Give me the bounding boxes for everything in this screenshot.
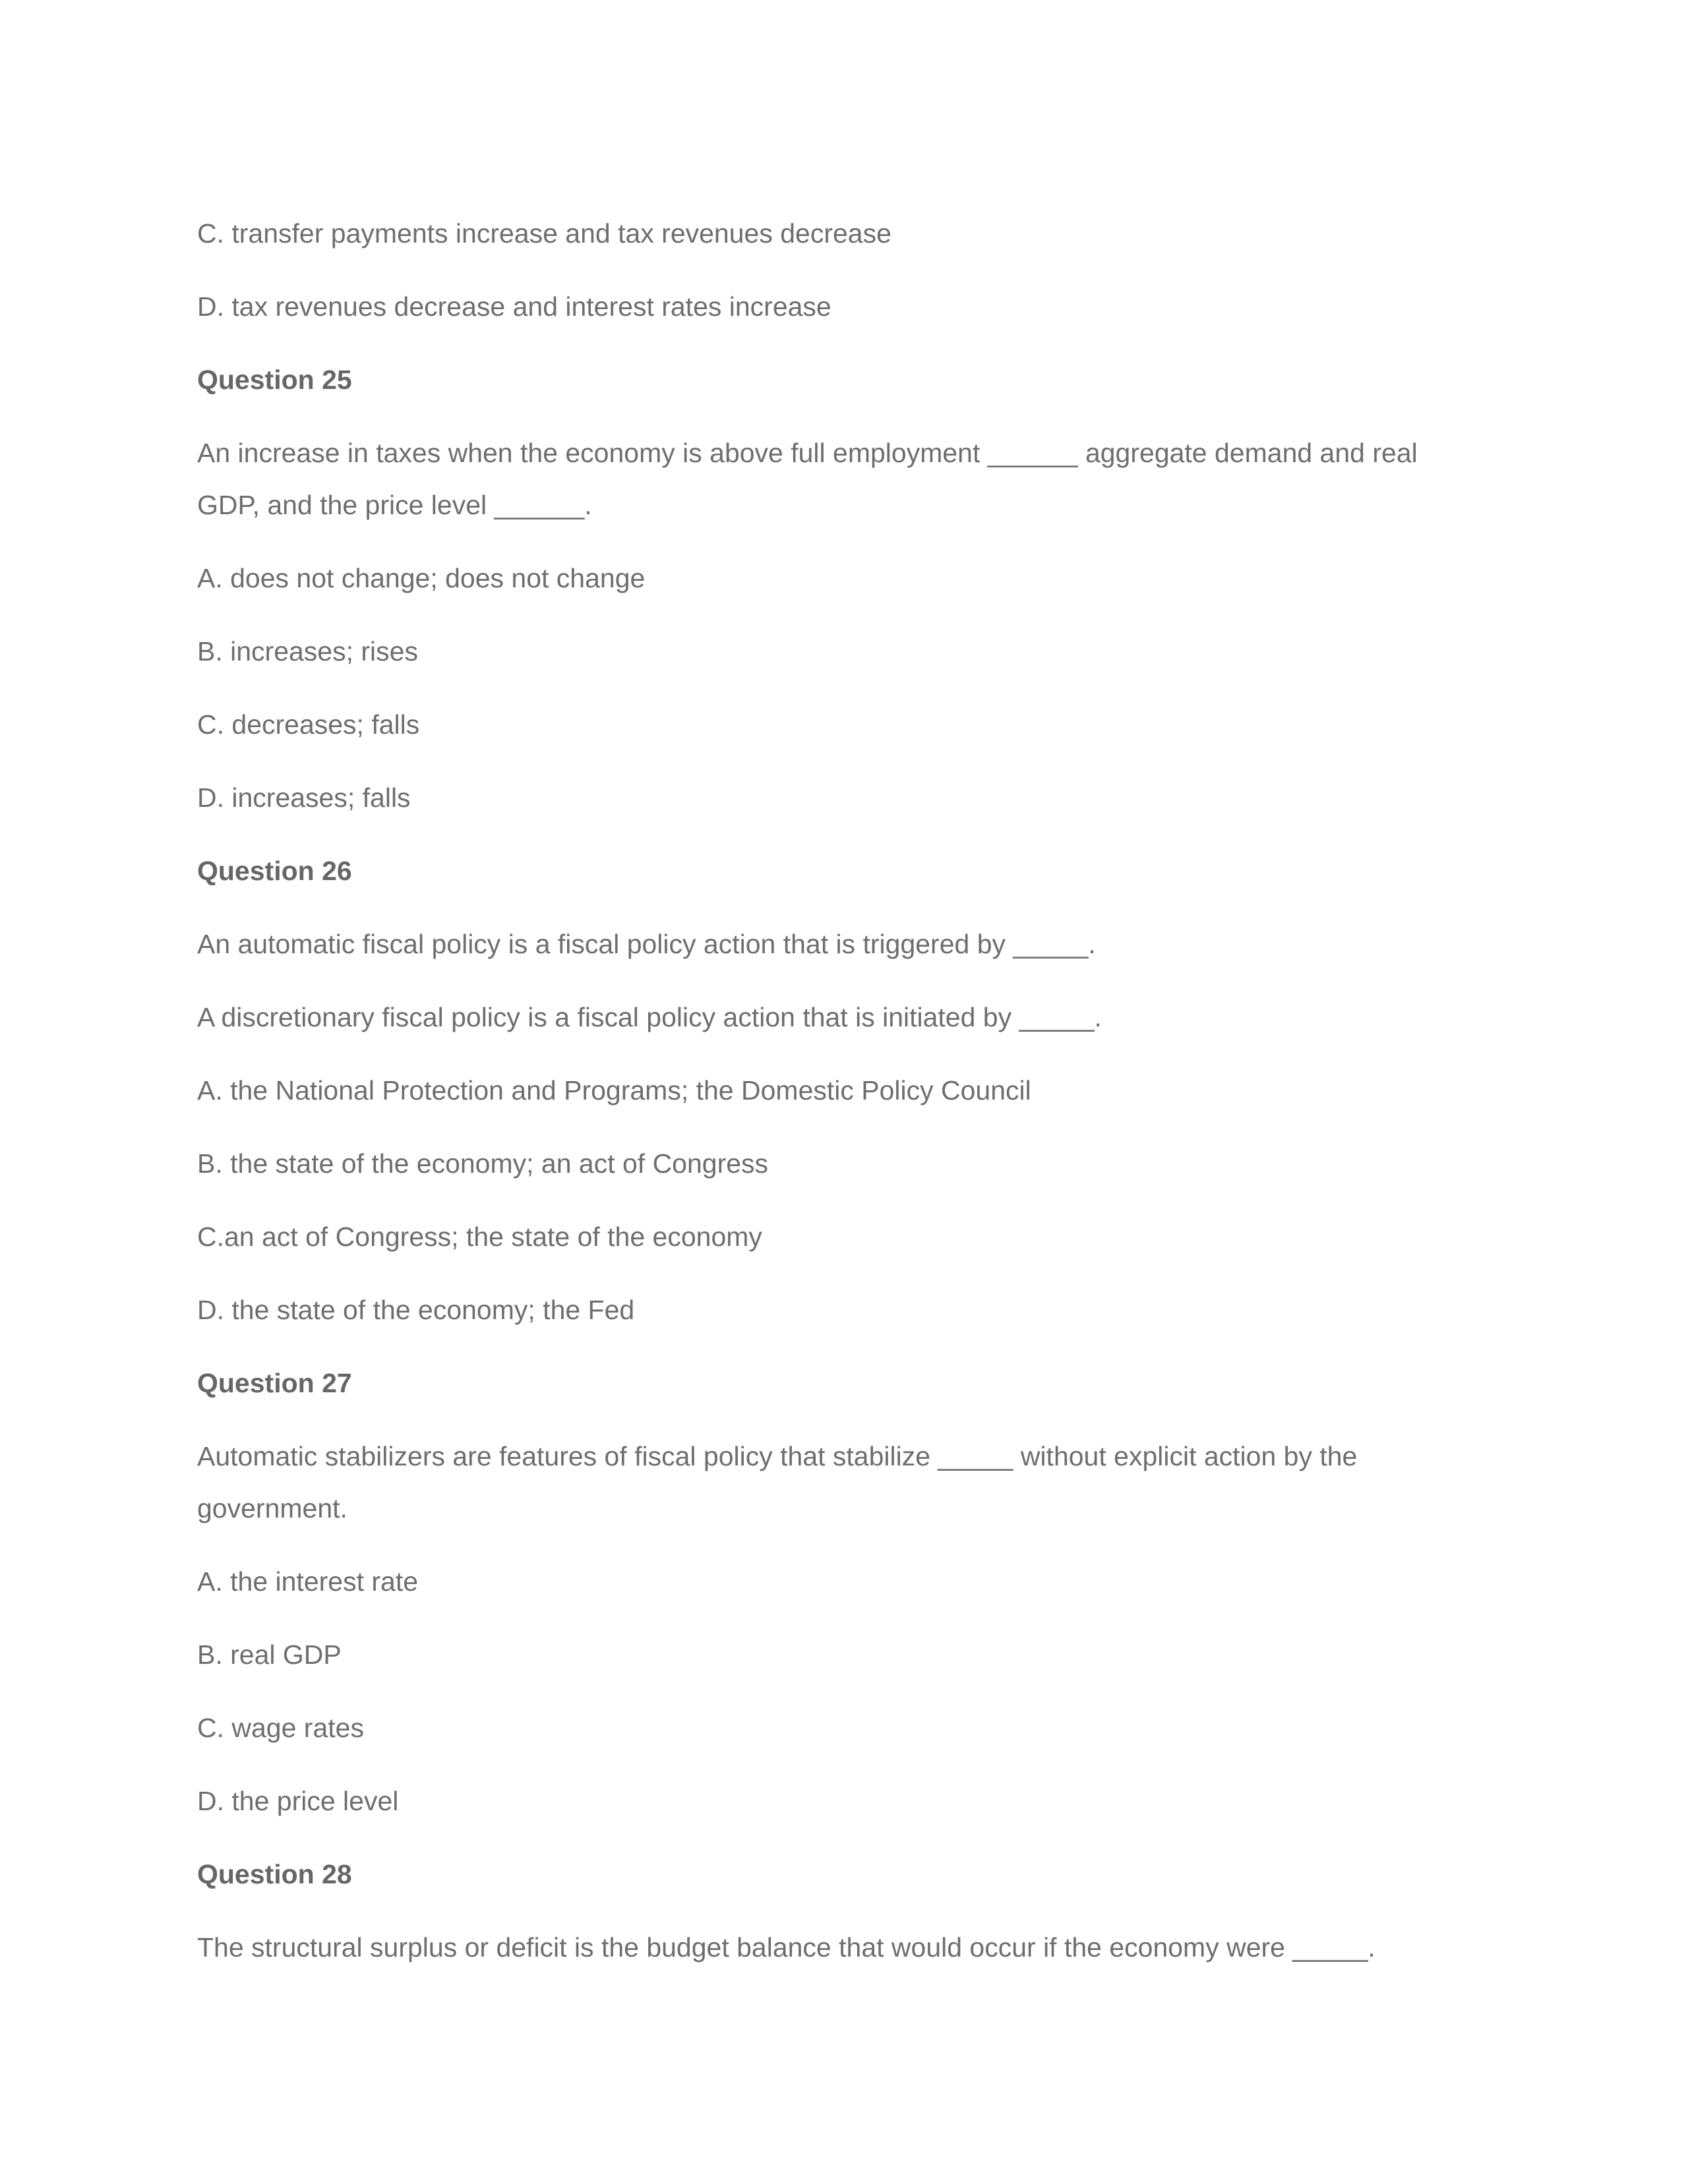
question-28-stem-line-1: The structural surplus or deficit is the budget balance that would occur if the economy were _____.	[197, 1932, 1375, 1963]
question-27-stem-line-1: Automatic stabilizers are features of fiscal policy that stabilize _____ without explicit action by the	[197, 1441, 1358, 1471]
question-26-option-a: A. the National Protection and Programs; the Domestic Policy Council	[197, 1075, 1031, 1106]
option-d: D. tax revenues decrease and interest rates increase	[197, 291, 831, 322]
question-27-heading: Question 27	[197, 1368, 352, 1398]
question-26-option-c: C.an act of Congress; the state of the economy	[197, 1222, 762, 1252]
question-26-option-d: D. the state of the economy; the Fed	[197, 1295, 635, 1325]
question-25-stem-line-2: GDP, and the price level ______.	[197, 490, 592, 520]
question-25-option-b: B. increases; rises	[197, 636, 418, 666]
question-26-option-b: B. the state of the economy; an act of Congress	[197, 1148, 769, 1179]
question-25-heading: Question 25	[197, 365, 352, 395]
question-27-stem-line-2: government.	[197, 1493, 347, 1523]
question-26-heading: Question 26	[197, 856, 352, 886]
question-25-stem-line-1: An increase in taxes when the economy is above full employment ______ aggregate demand and real	[197, 438, 1418, 468]
question-27-option-d: D. the price level	[197, 1786, 399, 1816]
question-27-option-b: B. real GDP	[197, 1639, 342, 1670]
question-25-option-c: C. decreases; falls	[197, 709, 420, 740]
question-26-stem-line-2: A discretionary fiscal policy is a fiscal policy action that is initiated by _____.	[197, 1002, 1102, 1032]
question-27-option-a: A. the interest rate	[197, 1566, 419, 1597]
option-c: C. transfer payments increase and tax revenues decrease	[197, 218, 891, 249]
question-25-option-d: D. increases; falls	[197, 782, 411, 813]
question-27-option-c: C. wage rates	[197, 1713, 364, 1743]
question-28-heading: Question 28	[197, 1859, 352, 1889]
question-25-option-a: A. does not change; does not change	[197, 563, 646, 593]
question-26-stem-line-1: An automatic fiscal policy is a fiscal policy action that is triggered by _____.	[197, 929, 1096, 959]
